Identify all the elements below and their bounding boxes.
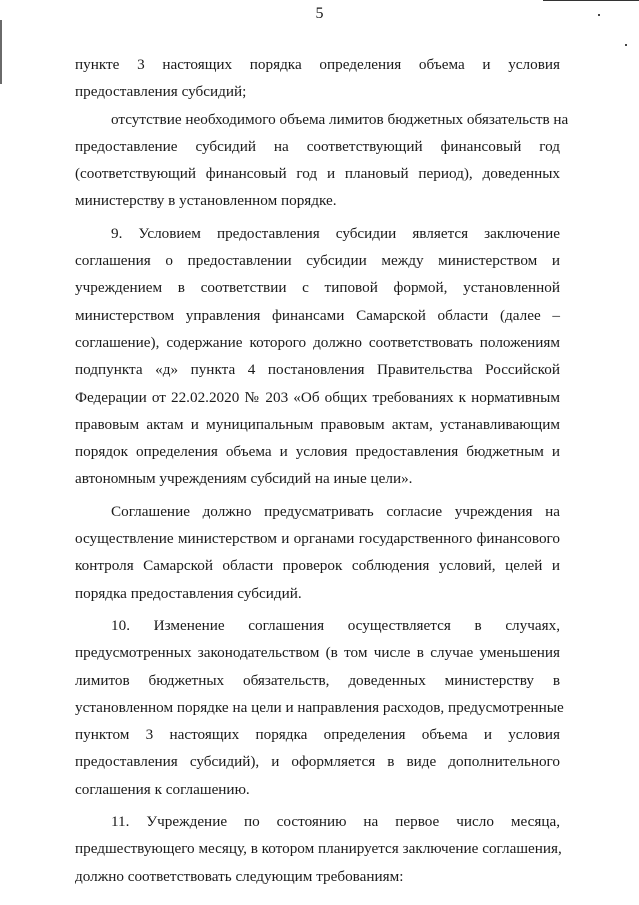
text-line: отсутствие необходимого объема лимитов бюджетных обязательств на bbox=[111, 110, 569, 128]
text-line: порядка предоставления субсидий. bbox=[75, 584, 302, 602]
paragraph-agreement bbox=[75, 498, 560, 607]
text-line: предоставления субсидий; bbox=[75, 83, 247, 101]
paragraph-item-10 bbox=[75, 612, 564, 803]
text-line: соглашение), содержание которого должно соответствовать положениям bbox=[75, 333, 560, 351]
text-line: установленном порядке на цели и направления расходов, предусмотренные bbox=[75, 698, 564, 716]
text-line: осуществление министерством и органами государственного финансового bbox=[75, 530, 560, 548]
text-line: предшествующего месяцу, в котором планируется заключение соглашения, bbox=[75, 840, 562, 858]
scan-speck bbox=[625, 44, 627, 46]
text-line: предоставление субсидий на соответствующий финансовый год bbox=[75, 137, 560, 155]
text-line: 11. Учреждение по состоянию на первое число месяца, bbox=[111, 813, 560, 831]
text-line: автономным учреждениям субсидий на иные цели». bbox=[75, 470, 413, 488]
text-line: подпункта «д» пункта 4 постановления Правительства Российской bbox=[75, 361, 560, 379]
text-line: Соглашение должно предусматривать согласие учреждения на bbox=[111, 502, 560, 520]
text-line: Федерации от 22.02.2020 № 203 «Об общих требованиях к нормативным bbox=[75, 388, 560, 406]
text-line: 9. Условием предоставления субсидии является заключение bbox=[111, 224, 560, 242]
text-line: соглашения о предоставлении субсидии между министерством и bbox=[75, 252, 560, 270]
text-line: предусмотренных законодательством (в том числе в случае уменьшения bbox=[75, 644, 560, 662]
text-line: правовым актам и муниципальным правовым актам, устанавливающим bbox=[75, 415, 560, 433]
text-line: пунктом 3 настоящих порядка определения объема и условия bbox=[75, 726, 560, 744]
document-body bbox=[75, 51, 569, 890]
scan-corner-line bbox=[543, 0, 639, 1]
text-line: министерству в установленном порядке. bbox=[75, 192, 337, 210]
text-line: лимитов бюджетных обязательств, доведенных министерству в bbox=[75, 671, 560, 689]
text-line: соглашения к соглашению. bbox=[75, 780, 250, 798]
paragraph-item-9 bbox=[75, 220, 560, 493]
paragraph-continuation bbox=[75, 51, 560, 106]
text-line: порядок определения объема и условия предоставления бюджетным и bbox=[75, 443, 560, 461]
text-line: (соответствующий финансовый год и плановый период), доведенных bbox=[75, 165, 560, 183]
text-line: учреждением в соответствии с типовой формой, установленной bbox=[75, 279, 560, 297]
paragraph-budget-limits bbox=[75, 106, 569, 215]
text-line: министерством управления финансами Самарской области (далее – bbox=[75, 306, 560, 324]
text-line: контроля Самарской области проверок соблюдения условий, целей и bbox=[75, 557, 560, 575]
text-line: предоставления субсидий), и оформляется в виде дополнительного bbox=[75, 753, 560, 771]
paragraph-item-11 bbox=[75, 808, 560, 890]
text-line: должно соответствовать следующим требованиям: bbox=[75, 867, 404, 885]
scan-margin-mark bbox=[0, 20, 2, 84]
text-line: 10. Изменение соглашения осуществляется в случаях, bbox=[111, 616, 560, 634]
page-number: 5 bbox=[315, 5, 324, 22]
text-line: пункте 3 настоящих порядка определения объема и условия bbox=[75, 56, 560, 73]
